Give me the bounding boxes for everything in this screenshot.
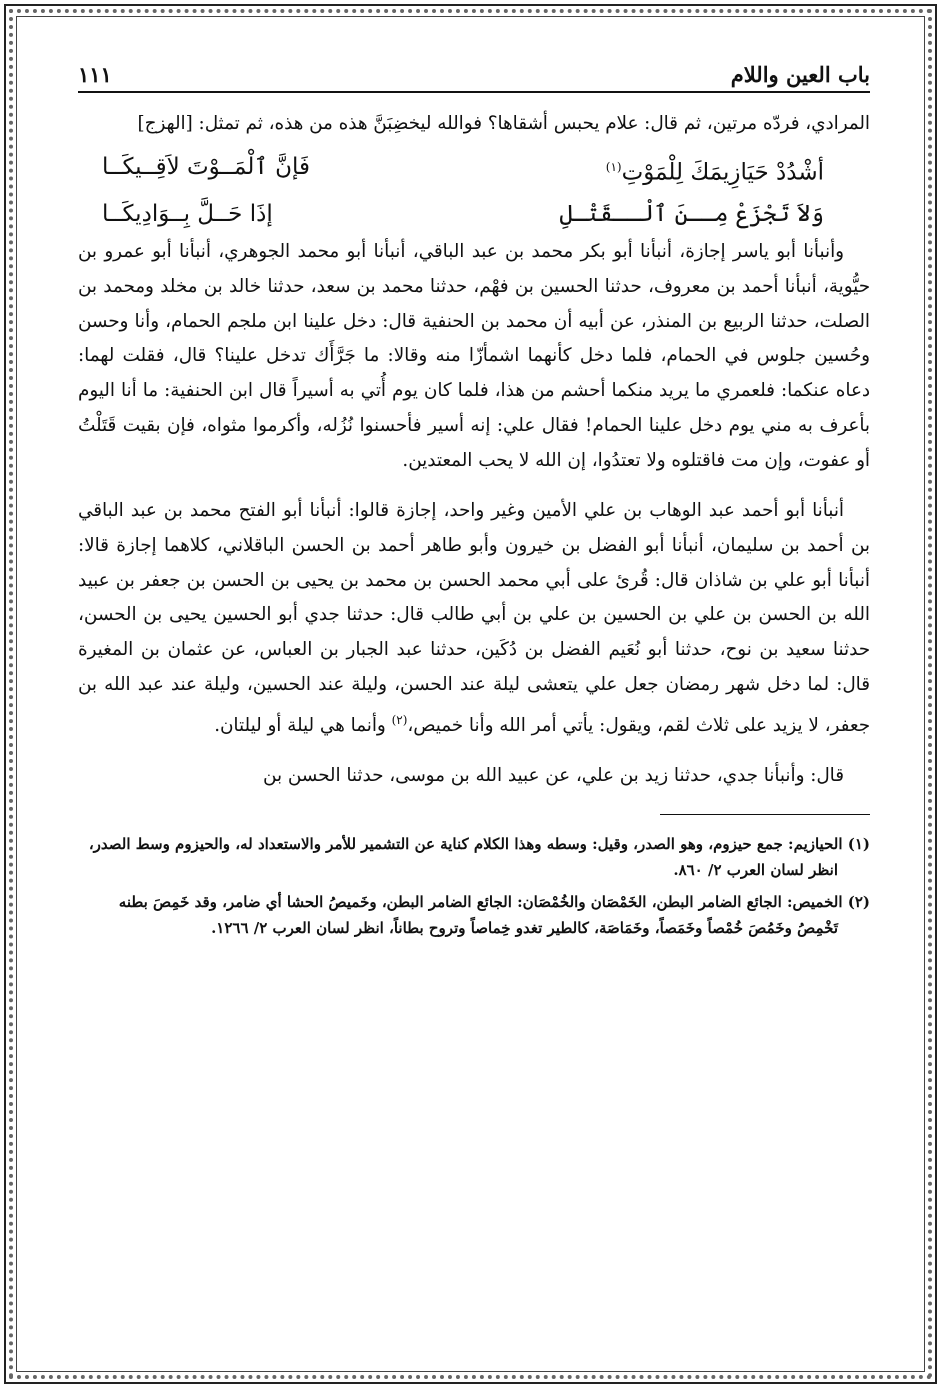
verse-1-second-hemistich: فَإنَّ ٱلْمَــوْتَ لاَقِــيكَــا [102, 153, 311, 180]
footnote-1: (١) الحيازيم: جمع حيزوم، وهو الصدر، وقيل: وسطه وهذا الكلام كناية عن التشمير للأمر والاستعداد له، والحيزوم وسط الصدر، انظر لسان العرب ٢/ ٨٦٠. [88, 835, 870, 879]
footnote-2: (٢) الخميص: الجائع الضامر البطن، الخَمْصَان والخُمْصَان: الجائع الضامر البطن، وخَميصُ الحشا أي ضامر، وقد خَمِصَ بطنه تَخْمِصُ وخَمُصَ خُمْصاً وخَمَصاً، وخَمَاصَة، كالطير تغدو خِماصاً وتروح بطاناً، انظر لسان العرب ٢/ ١٢٦٦. [118, 893, 870, 937]
paragraph-ramadan-end: وأنما هي ليلة أو ليلتان. [214, 714, 392, 736]
paragraph-ramadan-text: أنبأنا أبو أحمد عبد الوهاب بن علي الأمين وغير واحد، إجازة قالوا: أنبأنا أبو الفتح محمد بن عبد الباقي بن أحمد بن سليمان، أنبأنا أبو الفضل بن خيرون وأبو طاهر أحمد بن الحسن الباقلاني، كلاهما إجازة قالا: أنبأنا أبو علي بن شاذان قال: قُرئ على أبي محمد الحسن بن محمد بن يحيى بن الحسن بن جعفر بن عبيد الله بن الحسن بن علي بن الحسين بن علي بن أبي طالب قال: حدثنا جدي أبو الحسين يحيى بن الحسن، حدثنا سعيد بن نوح، حدثنا أبو نُعَيم الفضل بن دُكَين، حدثنا عبد الجبار بن العباس، عن عثمان بن المغيرة قال: لما دخل شهر رمضان جعل علي يتعشى ليلة عند الحسن، وليلة عند الحسين، وليلة عند عبد الله بن جعفر، لا يزيد على ثلاث لقم، ويقول: يأتي أمر الله وأنا خميص، [78, 500, 870, 736]
paragraph-ramadan [78, 494, 870, 743]
verse-2-second-hemistich: إذَا حَــلَّ بِــوَادِيكَــا [102, 201, 273, 228]
main-text [78, 107, 870, 794]
verse-2-first-hemistich: وَلاَ تَجْزَعْ مِــنَ ٱلْــقَتْـلِ [559, 201, 824, 228]
paragraph-last: قال: وأنبأنا جدي، حدثنا زيد بن علي، عن عبيد الله بن موسى، حدثنا الحسن بن [263, 765, 844, 787]
footnotes [78, 831, 870, 941]
footnote-ref-1: (١) [605, 159, 622, 174]
footnote-ref-2: (٢) [391, 712, 408, 727]
page-header [78, 55, 870, 93]
verse-1-first-text: أشْدُدْ حَيَازِيمَكَ لِلْمَوْتِ [621, 159, 824, 186]
paragraph-opening: المرادي، فردّه مرتين، ثم قال: علام يحبس أشقاها؟ فوالله ليخضِبَنَّ هذه من هذه، ثم تمثل: [الهزج] [137, 113, 870, 134]
page-content [78, 55, 870, 947]
verse-1-first-hemistich [606, 146, 824, 194]
page-number: ١١١ [78, 62, 112, 87]
verse-line-1 [78, 146, 870, 194]
paragraph-ibn-muljam: وأنبأنا أبو ياسر إجازة، أنبأنا أبو بكر محمد بن عبد الباقي، أنبأنا أبو محمد الجوهري، أنبأنا أبو عمرو بن حيُّوية، أنبأنا أحمد بن معروف، حدثنا الحسين بن فهْم، حدثنا محمد بن سعد، حدثنا خالد بن مخلد ومحمد بن الصلت، حدثنا الربيع بن المنذر، عن أبيه أن محمد بن الحنفية قال: دخل علينا ابن ملجم الحمام، وأنا وحسن وحُسين جلوس في الحمام، فلما دخل كأنهما اشمأزّا منه وقالا: ما جَرَّأَك تدخل علينا؟ قال، فقلت لهما: دعاه عنكما: فلعمري ما يريد منكما أحشم من هذا، فلما كان يوم أُتي به أسيراً قال ابن الحنفية: ما أنا اليوم بأعرف به مني يوم دخل علينا الحمام! فقال علي: إنه أسير فأحسنوا نُزُله، وأكرموا مثواه، فإن بقيت قَتَلْتُ أو عفوت، وإن مت فاقتلوه ولا تعتدُوا، إن الله لا يحب المعتدين. [78, 241, 870, 471]
footnote-divider [660, 814, 870, 815]
chapter-title: باب العين واللام [730, 62, 870, 87]
poem-verse [78, 146, 870, 236]
verse-line-2 [78, 193, 870, 235]
